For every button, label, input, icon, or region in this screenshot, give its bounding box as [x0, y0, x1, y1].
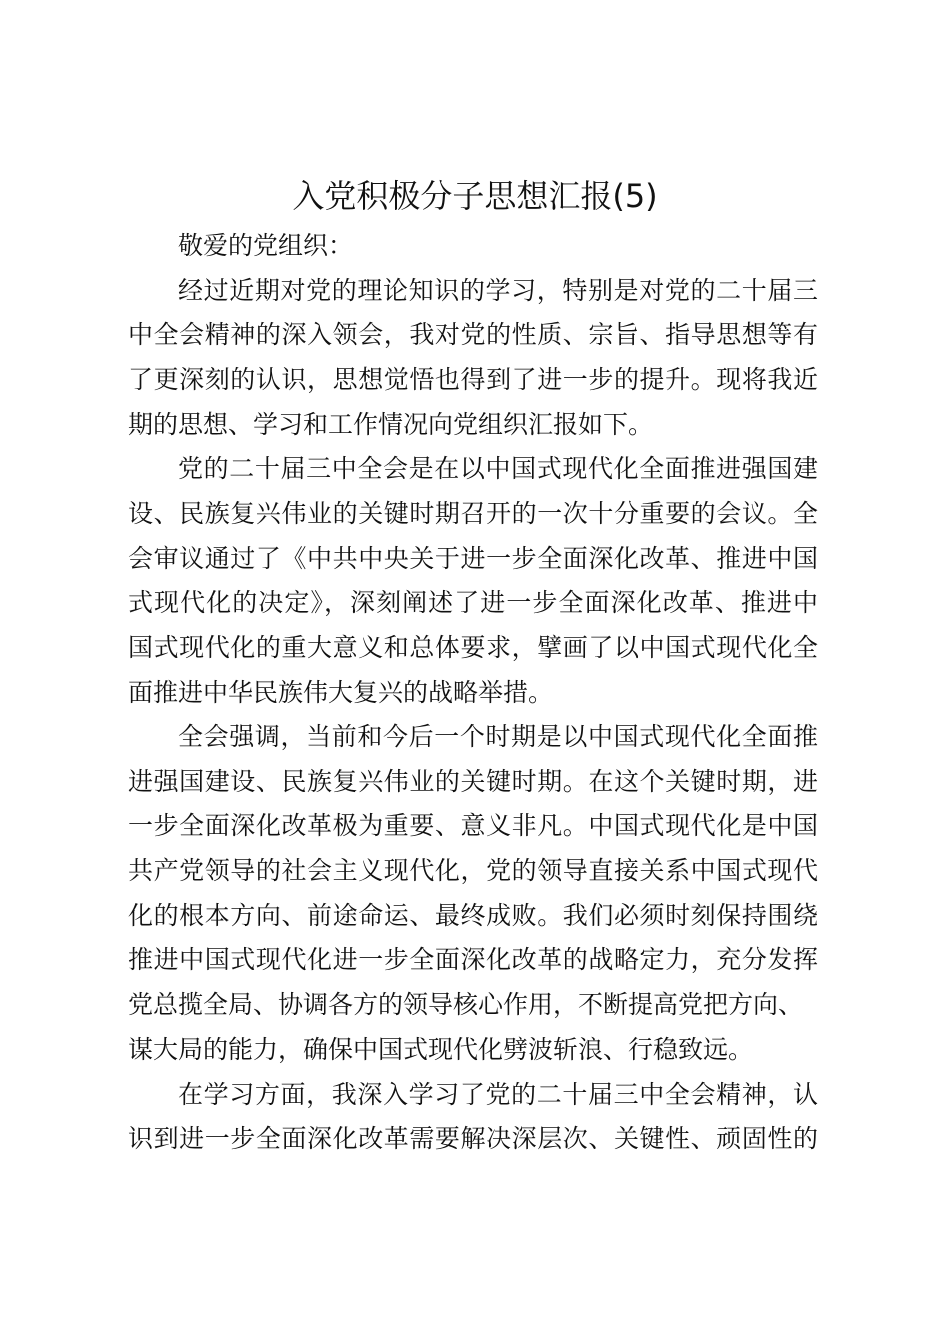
paragraph-3-line-5: 化的根本方向、前途命运、最终成败。我们必须时刻保持围绕 — [128, 901, 818, 930]
paragraph-3-line-4: 共产党领导的社会主义现代化，党的领导直接关系中国式现代 — [128, 856, 818, 885]
paragraph-3-line-2: 进强国建设、民族复兴伟业的关键时期。在这个关键时期，进 — [128, 767, 818, 796]
paragraph-3-line-1: 全会强调，当前和今后一个时期是以中国式现代化全面推 — [178, 722, 818, 751]
paragraph-2-line-2: 设、民族复兴伟业的关键时期召开的一次十分重要的会议。全 — [128, 499, 818, 528]
paragraph-2-line-4: 式现代化的决定》，深刻阐述了进一步全面深化改革、推进中 — [128, 588, 818, 617]
paragraph-3-line-8: 谋大局的能力，确保中国式现代化劈波斩浪、行稳致远。 — [128, 1035, 754, 1064]
document-title: 入党积极分子思想汇报(5) — [292, 177, 658, 215]
paragraph-1-line-1: 经过近期对党的理论知识的学习，特别是对党的二十届三 — [178, 276, 818, 305]
paragraph-1-line-4: 期的思想、学习和工作情况向党组织汇报如下。 — [128, 410, 654, 439]
paragraph-1-line-3: 了更深刻的认识，思想觉悟也得到了进一步的提升。现将我近 — [128, 365, 818, 394]
paragraph-2-line-1: 党的二十届三中全会是在以中国式现代化全面推进强国建 — [178, 454, 818, 483]
paragraph-1-line-2: 中全会精神的深入领会，我对党的性质、宗旨、指导思想等有 — [128, 320, 818, 349]
greeting-line: 敬爱的党组织： — [178, 231, 354, 260]
paragraph-2-line-3: 会审议通过了《中共中央关于进一步全面深化改革、推进中国 — [128, 544, 818, 573]
paragraph-2-line-5: 国式现代化的重大意义和总体要求，擘画了以中国式现代化全 — [128, 633, 818, 662]
paragraph-3-line-6: 推进中国式现代化进一步全面深化改革的战略定力，充分发挥 — [128, 945, 818, 974]
paragraph-4-line-1: 在学习方面，我深入学习了党的二十届三中全会精神，认 — [178, 1080, 818, 1109]
paragraph-4-line-2: 识到进一步全面深化改革需要解决深层次、关键性、顽固性的 — [128, 1124, 818, 1153]
paragraph-2-line-6: 面推进中华民族伟大复兴的战略举措。 — [128, 678, 554, 707]
paragraph-3-line-3: 一步全面深化改革极为重要、意义非凡。中国式现代化是中国 — [128, 811, 818, 840]
paragraph-3-line-7: 党总揽全局、协调各方的领导核心作用，不断提高党把方向、 — [128, 990, 804, 1019]
